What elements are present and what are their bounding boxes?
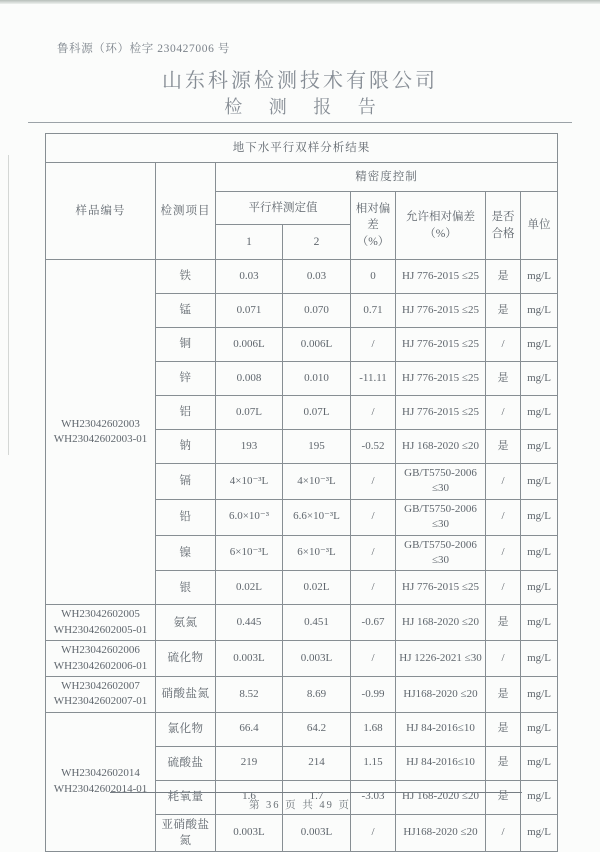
cell-allowed-dev: HJ168-2020 ≤20 (396, 676, 486, 712)
cell-item: 锰 (156, 294, 216, 328)
cell-value-1: 0.071 (216, 294, 283, 328)
sample-id-line1: WH23042602007 (61, 679, 140, 692)
cell-allowed-dev: GB/T5750-2006 ≤30 (396, 499, 486, 535)
cell-item: 氯化物 (156, 712, 216, 746)
cell-value-2: 195 (283, 430, 351, 464)
sample-id-line2: WH23042602007-01 (53, 695, 148, 708)
cell-unit: mg/L (521, 641, 558, 677)
sample-id-line2: WH23042602006-01 (53, 659, 148, 672)
header-parallel-values: 平行样测定值 (216, 192, 351, 225)
cell-allowed-dev: HJ 1226-2021 ≤30 (396, 641, 486, 677)
cell-value-2: 6.6×10⁻³L (283, 499, 351, 535)
cell-value-1: 0.003L (216, 641, 283, 677)
cell-allowed-dev: HJ 84-2016≤10 (396, 712, 486, 746)
sample-id-cell (46, 641, 156, 677)
table-row (46, 641, 558, 677)
cell-unit: mg/L (521, 676, 558, 712)
cell-value-1: 4×10⁻³L (216, 464, 283, 500)
sample-id-line1: WH23042602005 (61, 608, 140, 621)
cell-allowed-dev: GB/T5750-2006 ≤30 (396, 464, 486, 500)
cell-value-1: 8.52 (216, 676, 283, 712)
cell-value-2: 8.69 (283, 676, 351, 712)
cell-rel-dev: -11.11 (351, 362, 396, 396)
cell-value-2: 64.2 (283, 712, 351, 746)
cell-rel-dev: 1.15 (351, 746, 396, 780)
cell-value-2: 0.006L (283, 328, 351, 362)
cell-value-1: 1.6 (216, 780, 283, 814)
cell-rel-dev: / (351, 499, 396, 535)
cell-value-1: 0.03 (216, 260, 283, 294)
cell-qualified: / (486, 396, 521, 430)
cell-rel-dev: / (351, 396, 396, 430)
header-unit: 单位 (521, 192, 558, 260)
cell-qualified: / (486, 641, 521, 677)
cell-item: 铁 (156, 260, 216, 294)
cell-qualified: 是 (486, 605, 521, 641)
header-item: 检测项目 (156, 163, 216, 260)
report-title: 检 测 报 告 (224, 97, 387, 117)
cell-rel-dev: -0.99 (351, 676, 396, 712)
cell-value-2: 1.7 (283, 780, 351, 814)
scan-top-edge-artifact (0, 0, 600, 4)
cell-unit: mg/L (521, 464, 558, 500)
cell-unit: mg/L (521, 430, 558, 464)
cell-value-2: 0.003L (283, 641, 351, 677)
cell-value-2: 6×10⁻³L (283, 535, 351, 571)
table-row (46, 676, 558, 712)
cell-rel-dev: -3.03 (351, 780, 396, 814)
cell-rel-dev: / (351, 571, 396, 605)
cell-allowed-dev: HJ 168-2020 ≤20 (396, 430, 486, 464)
cell-allowed-dev: HJ 84-2016≤10 (396, 746, 486, 780)
sample-id-cell (46, 676, 156, 712)
cell-rel-dev: / (351, 814, 396, 851)
cell-item: 铅 (156, 499, 216, 535)
cell-qualified: / (486, 464, 521, 500)
cell-allowed-dev: GB/T5750-2006 ≤30 (396, 535, 486, 571)
cell-qualified: 是 (486, 676, 521, 712)
cell-allowed-dev: HJ 168-2020 ≤20 (396, 605, 486, 641)
cell-value-2: 0.070 (283, 294, 351, 328)
cell-value-1: 0.02L (216, 571, 283, 605)
sample-id-line2: WH23042602005-01 (53, 623, 148, 636)
header-allowed-deviation: 允许相对偏差（%） (396, 192, 486, 260)
cell-value-1: 6×10⁻³L (216, 535, 283, 571)
cell-qualified: 是 (486, 362, 521, 396)
cell-qualified: 是 (486, 780, 521, 814)
cell-item: 耗氧量 (156, 780, 216, 814)
cell-rel-dev: / (351, 641, 396, 677)
cell-value-1: 0.008 (216, 362, 283, 396)
header-row-1 (46, 163, 558, 192)
cell-rel-dev: 1.68 (351, 712, 396, 746)
sample-id-line2: WH23042602003-01 (53, 433, 148, 446)
cell-item: 硫酸盐 (156, 746, 216, 780)
cell-rel-dev: 0 (351, 260, 396, 294)
cell-allowed-dev: HJ 776-2015 ≤25 (396, 260, 486, 294)
cell-value-1: 0.445 (216, 605, 283, 641)
cell-qualified: 是 (486, 294, 521, 328)
header-sample-id: 样品编号 (46, 163, 156, 260)
cell-qualified: 是 (486, 746, 521, 780)
cell-value-1: 193 (216, 430, 283, 464)
cell-qualified: / (486, 571, 521, 605)
cell-allowed-dev: HJ 168-2020 ≤20 (396, 780, 486, 814)
cell-rel-dev: -0.52 (351, 430, 396, 464)
cell-unit: mg/L (521, 814, 558, 851)
header-relative-deviation: 相对偏差（%） (351, 192, 396, 260)
cell-item: 锌 (156, 362, 216, 396)
table-row (46, 712, 558, 746)
cell-value-2: 0.07L (283, 396, 351, 430)
sample-id-cell (46, 605, 156, 641)
company-title: 山东科源检测技术有限公司 (162, 70, 438, 92)
cell-unit: mg/L (521, 328, 558, 362)
table-row (46, 605, 558, 641)
cell-value-2: 0.010 (283, 362, 351, 396)
cell-allowed-dev: HJ 776-2015 ≤25 (396, 396, 486, 430)
cell-rel-dev: -0.67 (351, 605, 396, 641)
cell-item: 钠 (156, 430, 216, 464)
cell-rel-dev: 0.71 (351, 294, 396, 328)
cell-item: 镉 (156, 464, 216, 500)
cell-value-1: 0.07L (216, 396, 283, 430)
cell-item: 亚硝酸盐氮 (156, 814, 216, 851)
cell-qualified: / (486, 535, 521, 571)
cell-unit: mg/L (521, 746, 558, 780)
cell-unit: mg/L (521, 362, 558, 396)
cell-value-1: 0.003L (216, 814, 283, 851)
cell-qualified: 是 (486, 430, 521, 464)
cell-unit: mg/L (521, 499, 558, 535)
header-col-2: 2 (283, 225, 351, 260)
cell-item: 硫化物 (156, 641, 216, 677)
table-title: 地下水平行双样分析结果 (46, 134, 558, 163)
cell-item: 银 (156, 571, 216, 605)
footer-divider (110, 792, 522, 793)
cell-allowed-dev: HJ 776-2015 ≤25 (396, 362, 486, 396)
cell-value-1: 0.006L (216, 328, 283, 362)
cell-qualified: / (486, 814, 521, 851)
cell-unit: mg/L (521, 571, 558, 605)
header-precision-control: 精密度控制 (216, 163, 558, 192)
cell-value-1: 219 (216, 746, 283, 780)
header-qualified: 是否合格 (486, 192, 521, 260)
scan-left-artifact (8, 155, 9, 455)
cell-rel-dev: / (351, 535, 396, 571)
sample-id-cell (46, 260, 156, 605)
table-title-row (46, 134, 558, 163)
table-row (46, 260, 558, 294)
cell-unit: mg/L (521, 605, 558, 641)
sample-id-cell (46, 712, 156, 851)
cell-item: 氨氮 (156, 605, 216, 641)
cell-unit: mg/L (521, 535, 558, 571)
sample-id-line1: WH23042602006 (61, 644, 140, 657)
cell-value-2: 0.003L (283, 814, 351, 851)
cell-allowed-dev: HJ 776-2015 ≤25 (396, 571, 486, 605)
sample-id-line2: WH23042602014-01 (53, 782, 148, 795)
results-table (45, 133, 558, 852)
cell-value-2: 0.02L (283, 571, 351, 605)
cell-unit: mg/L (521, 712, 558, 746)
cell-unit: mg/L (521, 294, 558, 328)
sample-id-line1: WH23042602014 (61, 767, 140, 780)
cell-allowed-dev: HJ168-2020 ≤20 (396, 814, 486, 851)
document-number: 鲁科源（环）检字 230427006 号 (57, 43, 230, 55)
cell-allowed-dev: HJ 776-2015 ≤25 (396, 294, 486, 328)
page-number: 第 36 页 共 49 页 (248, 800, 352, 811)
cell-rel-dev: / (351, 464, 396, 500)
cell-qualified: / (486, 499, 521, 535)
cell-value-2: 214 (283, 746, 351, 780)
cell-value-2: 0.03 (283, 260, 351, 294)
cell-qualified: / (486, 328, 521, 362)
header-col-1: 1 (216, 225, 283, 260)
cell-qualified: 是 (486, 712, 521, 746)
sample-id-line1: WH23042602003 (61, 417, 140, 430)
cell-value-1: 66.4 (216, 712, 283, 746)
cell-value-2: 4×10⁻³L (283, 464, 351, 500)
cell-unit: mg/L (521, 260, 558, 294)
cell-allowed-dev: HJ 776-2015 ≤25 (396, 328, 486, 362)
cell-item: 硝酸盐氮 (156, 676, 216, 712)
cell-value-2: 0.451 (283, 605, 351, 641)
header-divider (28, 122, 572, 123)
cell-item: 铜 (156, 328, 216, 362)
cell-rel-dev: / (351, 328, 396, 362)
cell-value-1: 6.0×10⁻³ (216, 499, 283, 535)
cell-qualified: 是 (486, 260, 521, 294)
cell-unit: mg/L (521, 780, 558, 814)
cell-item: 铝 (156, 396, 216, 430)
cell-item: 镍 (156, 535, 216, 571)
cell-unit: mg/L (521, 396, 558, 430)
